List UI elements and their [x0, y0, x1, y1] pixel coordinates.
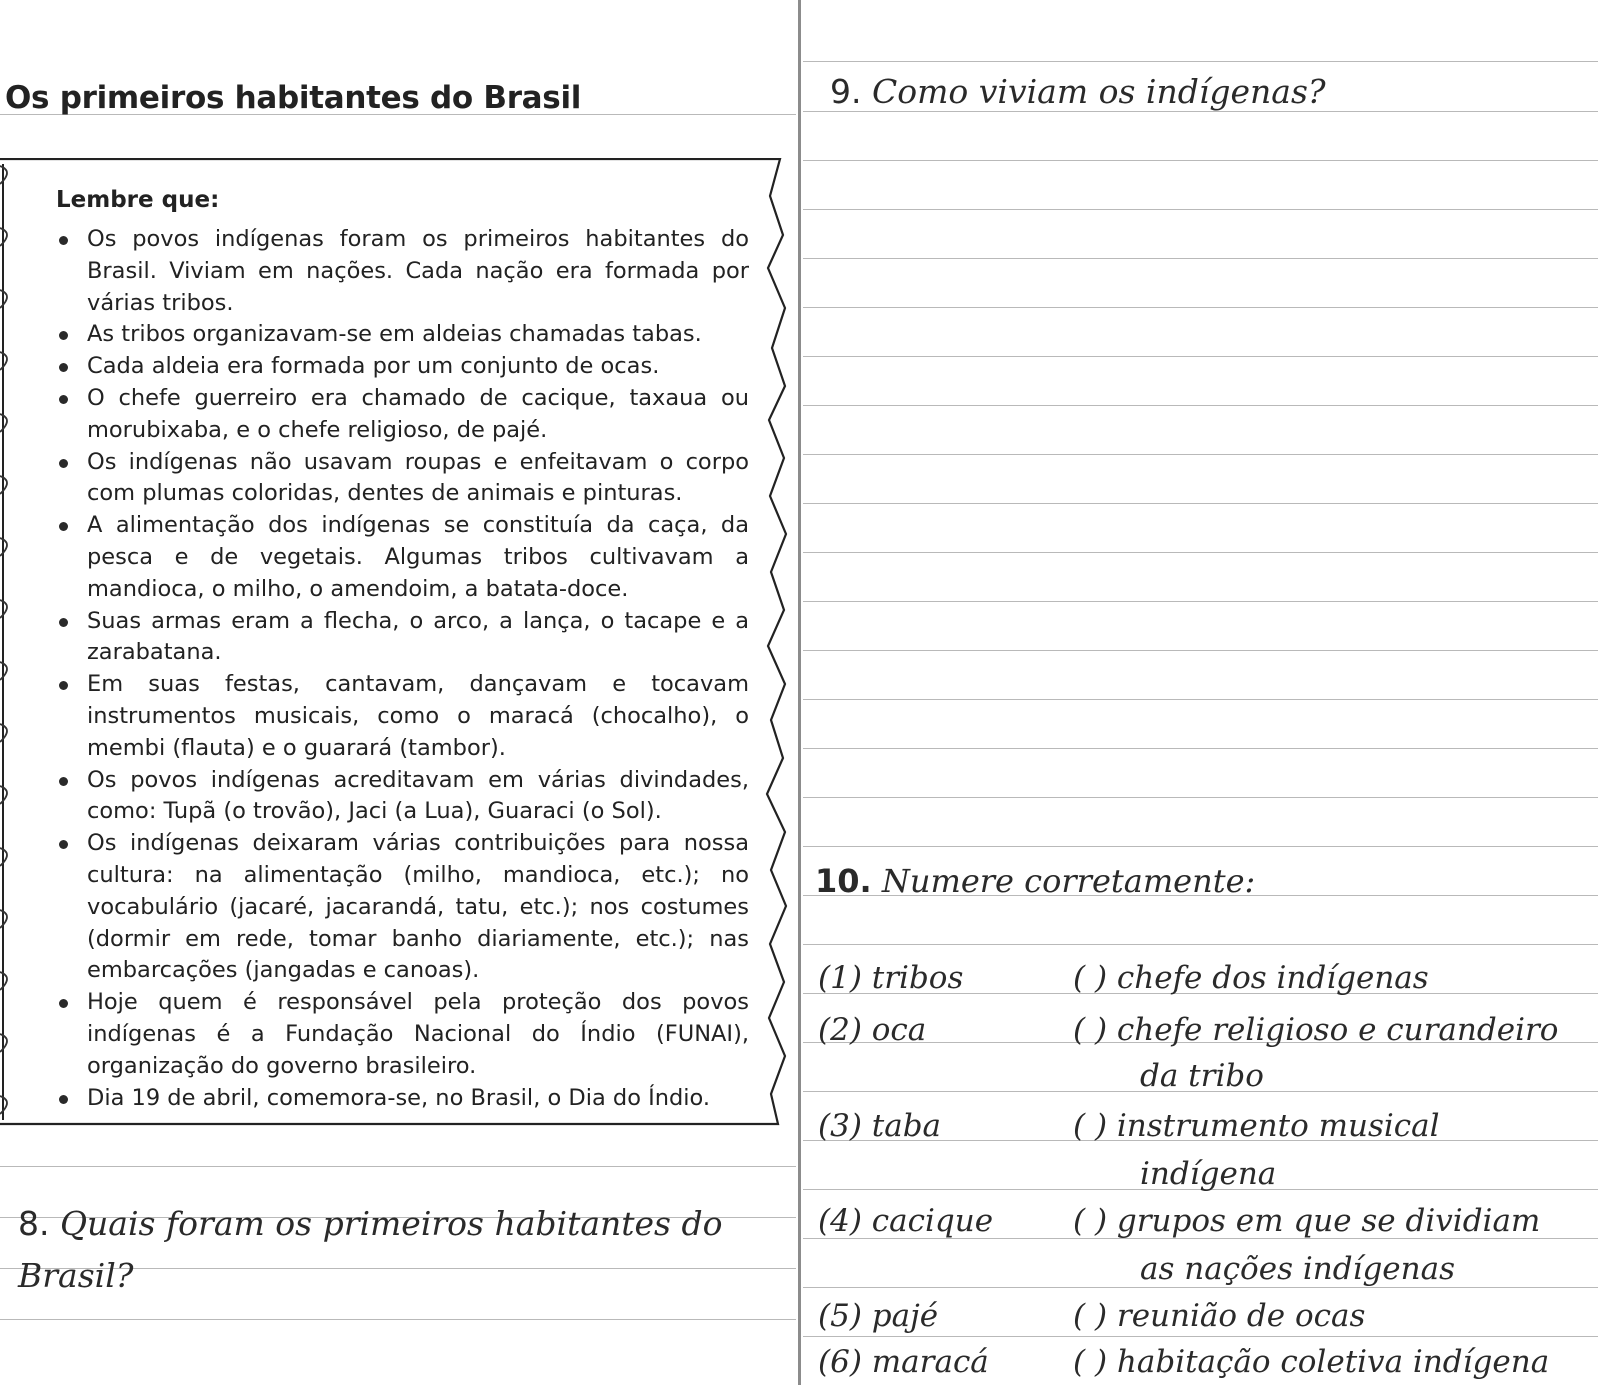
- question-text: Quais foram os primeiros habitantes do Brasil?: [18, 1204, 723, 1295]
- question-number: 8.: [18, 1204, 50, 1243]
- match-term: (1) tribos: [818, 960, 964, 996]
- list-item: A alimentação dos indígenas se constituía da caça, da pesca e de vegetais. Algumas tribos cultivavam a mandioca, o milho, o amendoim, a batata-doce.: [55, 510, 749, 605]
- page-title: Os primeiros habitantes do Brasil: [5, 80, 582, 116]
- match-term: (2) oca: [818, 1012, 927, 1048]
- match-definition-cont: indígena: [1140, 1156, 1277, 1192]
- reminder-list: [55, 224, 749, 1114]
- match-definition: ( ) chefe dos indígenas: [1073, 960, 1429, 996]
- reminder-heading: Lembre que:: [56, 187, 220, 213]
- question-text: Numere corretamente:: [881, 862, 1256, 900]
- list-item: Os indígenas não usavam roupas e enfeitavam o corpo com plumas coloridas, dentes de animais e pinturas.: [55, 447, 749, 511]
- match-definition: ( ) chefe religioso e curandeiro: [1073, 1012, 1559, 1048]
- match-term: (6) maracá: [818, 1344, 989, 1380]
- match-definition: ( ) grupos em que se dividiam: [1073, 1203, 1541, 1239]
- match-term: (4) cacique: [818, 1203, 994, 1239]
- match-term: (3) taba: [818, 1108, 942, 1144]
- match-definition: ( ) instrumento musical: [1073, 1108, 1440, 1144]
- match-definition: ( ) reunião de ocas: [1073, 1298, 1366, 1334]
- question-8: [18, 1198, 788, 1302]
- list-item: Hoje quem é responsável pela proteção dos povos indígenas é a Fundação Nacional do Índio (FUNAI), organização do governo brasileiro.: [55, 987, 749, 1082]
- question-number: 10.: [815, 862, 872, 900]
- list-item: O chefe guerreiro era chamado de cacique, taxaua ou morubixaba, e o chefe religioso, de pajé.: [55, 383, 749, 447]
- list-item: Os povos indígenas foram os primeiros habitantes do Brasil. Viviam em nações. Cada nação era formada por várias tribos.: [55, 224, 749, 319]
- question-number: 9.: [830, 72, 862, 111]
- list-item: Suas armas eram a flecha, o arco, a lança, o tacape e a zarabatana.: [55, 606, 749, 670]
- match-term: (5) pajé: [818, 1298, 939, 1334]
- question-9: [830, 72, 1326, 111]
- list-item: Dia 19 de abril, comemora-se, no Brasil, o Dia do Índio.: [55, 1083, 749, 1115]
- list-item: Os povos indígenas acreditavam em várias divindades, como: Tupã (o trovão), Jaci (a Lua), Guaraci (o Sol).: [55, 765, 749, 829]
- list-item: Os indígenas deixaram várias contribuições para nossa cultura: na alimentação (milho, mandioca, etc.); no vocabulário (jacaré, jacarandá, tatu, etc.); nos costumes (dormir em rede, tomar banho diariamente, etc.); nas embarcações (jangadas e canoas).: [55, 828, 749, 987]
- match-definition-cont: da tribo: [1140, 1058, 1264, 1094]
- question-10: [815, 862, 1255, 900]
- match-definition-cont: as nações indígenas: [1140, 1251, 1456, 1287]
- list-item: Cada aldeia era formada por um conjunto de ocas.: [55, 351, 749, 383]
- match-definition: ( ) habitação coletiva indígena: [1073, 1344, 1550, 1380]
- list-item: As tribos organizavam-se em aldeias chamadas tabas.: [55, 319, 749, 351]
- question-text: Como viviam os indígenas?: [872, 72, 1326, 111]
- list-item: Em suas festas, cantavam, dançavam e tocavam instrumentos musicais, como o maracá (chocalho), o membi (flauta) e o guarará (tambor).: [55, 669, 749, 764]
- notebook-spine: [798, 0, 801, 1385]
